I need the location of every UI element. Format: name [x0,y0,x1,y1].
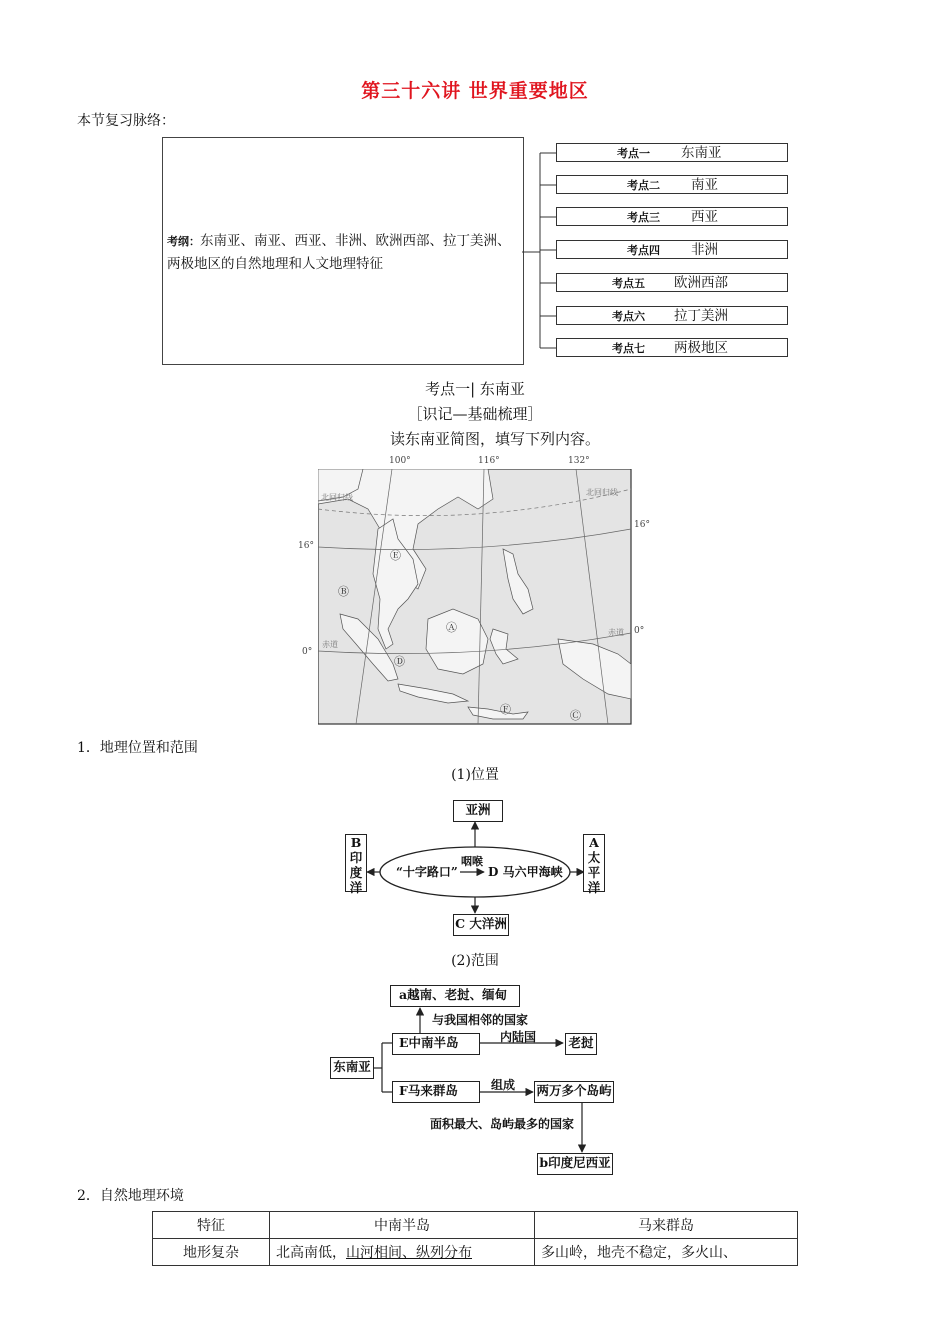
indian-ocean-char: 印 [349,850,363,865]
marker-c: Ⓒ [570,709,581,722]
outline-item-name: 拉丁美洲 [674,308,728,324]
section-subtitle: 本节复习脉络： [77,113,175,129]
outline-item-label: 考点三 [627,211,660,224]
pacific-ocean-box [583,834,605,895]
outline-item-7 [556,338,788,357]
islands-box: 两万多个岛屿 [534,1081,614,1103]
outline-item-4 [556,240,788,259]
outline-item-name: 非洲 [691,242,718,258]
outline-item-name: 欧洲西部 [674,275,728,291]
pacific-ocean-char: 洋 [587,880,601,895]
equator-label-left: 赤道 [322,640,338,649]
table-cell-feature: 地形复杂 [153,1239,270,1266]
table-header: 特征 [153,1212,270,1239]
page-title: 第三十六讲 世界重要地区 [361,80,589,102]
inland-label: 内陆国 [500,1030,537,1044]
marker-e: Ⓔ [390,549,401,562]
crossroad-label: “十字路口” [396,865,458,879]
outline-item-3 [556,207,788,226]
neighbor-relation-label: 与我国相邻的国家 [432,1013,529,1027]
lon-label-100: 100° [389,456,411,466]
pacific-ocean-char: 太 [587,850,601,865]
outline-item-label: 考点一 [617,147,650,160]
section-2-heading: 2．自然地理环境 [77,1188,184,1204]
archipelago-box: F马来群岛 [392,1081,480,1103]
table-header: 马来群岛 [535,1212,798,1239]
outline-item-label: 考点七 [612,342,645,355]
largest-country-label: 面积最大、岛屿最多的国家 [430,1117,575,1131]
pacific-ocean-char: 平 [587,865,601,880]
indian-ocean-char: 洋 [349,880,363,895]
table-row [153,1239,798,1266]
marker-a: Ⓐ [446,621,457,634]
lon-label-116: 116° [478,456,500,466]
oceania-box: C 大洋洲 [453,914,509,936]
outline-item-label: 考点四 [627,244,660,257]
outline-label: 考纲： [167,235,200,248]
table-header: 中南半岛 [270,1212,535,1239]
outline-desc: 东南亚、南亚、西亚、非洲、欧洲西部、拉丁美洲、两极地区的自然地理和人文地理特征 [167,233,511,272]
outline-item-name: 南亚 [691,177,718,193]
table-cell-archipelago: 多山岭，地壳不稳定，多火山、 [535,1239,798,1266]
marker-f: Ⓕ [500,703,511,716]
southeast-asia-box: 东南亚 [330,1057,374,1079]
outline-item-5 [556,273,788,292]
outline-item-2 [556,175,788,194]
outline-item-name: 两极地区 [674,340,728,356]
outline-connector [522,140,558,362]
southeast-asia-map [318,469,632,725]
outline-item-6 [556,306,788,325]
lat-label-left-0: 0° [302,647,313,657]
marker-d: Ⓓ [394,655,405,668]
tropic-label-left: 北回归线 [321,493,353,502]
outline-text [167,230,521,275]
outline-item-name: 东南亚 [681,145,722,161]
cell-answer: 山河相间、纵列分布 [346,1245,472,1261]
neighbors-box: a越南、老挝、缅甸 [390,985,520,1007]
section-1-heading: 1．地理位置和范围 [77,740,198,756]
strait-label: D 马六甲海峡 [488,865,563,879]
outline-item-label: 考点五 [612,277,645,290]
outline-item-label: 考点二 [627,179,660,192]
environment-table [152,1211,798,1266]
equator-label-right: 赤道 [608,628,624,637]
point-subheading: ［识记—基础梳理］ [407,405,543,423]
pacific-ocean-char: A [589,835,599,850]
indian-ocean-char: B [350,835,362,850]
lat-label-left-16: 16° [298,541,314,551]
lat-label-right-16: 16° [634,520,650,530]
point-heading: 考点一| 东南亚 [425,380,525,398]
outline-item-name: 西亚 [691,209,718,225]
compose-label: 组成 [491,1078,516,1092]
cell-text: 北高南低， [276,1245,346,1261]
outline-item-1 [556,143,788,162]
indian-ocean-box [345,834,367,895]
tropic-label-right: 北回归线 [586,488,618,497]
lat-label-right-0: 0° [634,626,645,636]
table-header-row [153,1212,798,1239]
laos-box: 老挝 [565,1033,597,1055]
outline-item-label: 考点六 [612,310,645,323]
point-instruction: 读东南亚简图，填写下列内容。 [389,430,600,448]
scope-title: (2)范围 [451,953,499,969]
position-title: (1)位置 [451,767,499,783]
indonesia-box: b印度尼西亚 [537,1153,613,1175]
lon-label-132: 132° [568,456,590,466]
asia-box: 亚洲 [453,800,503,822]
table-cell-peninsula [270,1239,535,1266]
indian-ocean-char: 度 [349,865,363,880]
throat-label: 咽喉 [461,855,483,868]
marker-b: Ⓑ [338,585,349,598]
peninsula-box: E中南半岛 [392,1033,480,1055]
